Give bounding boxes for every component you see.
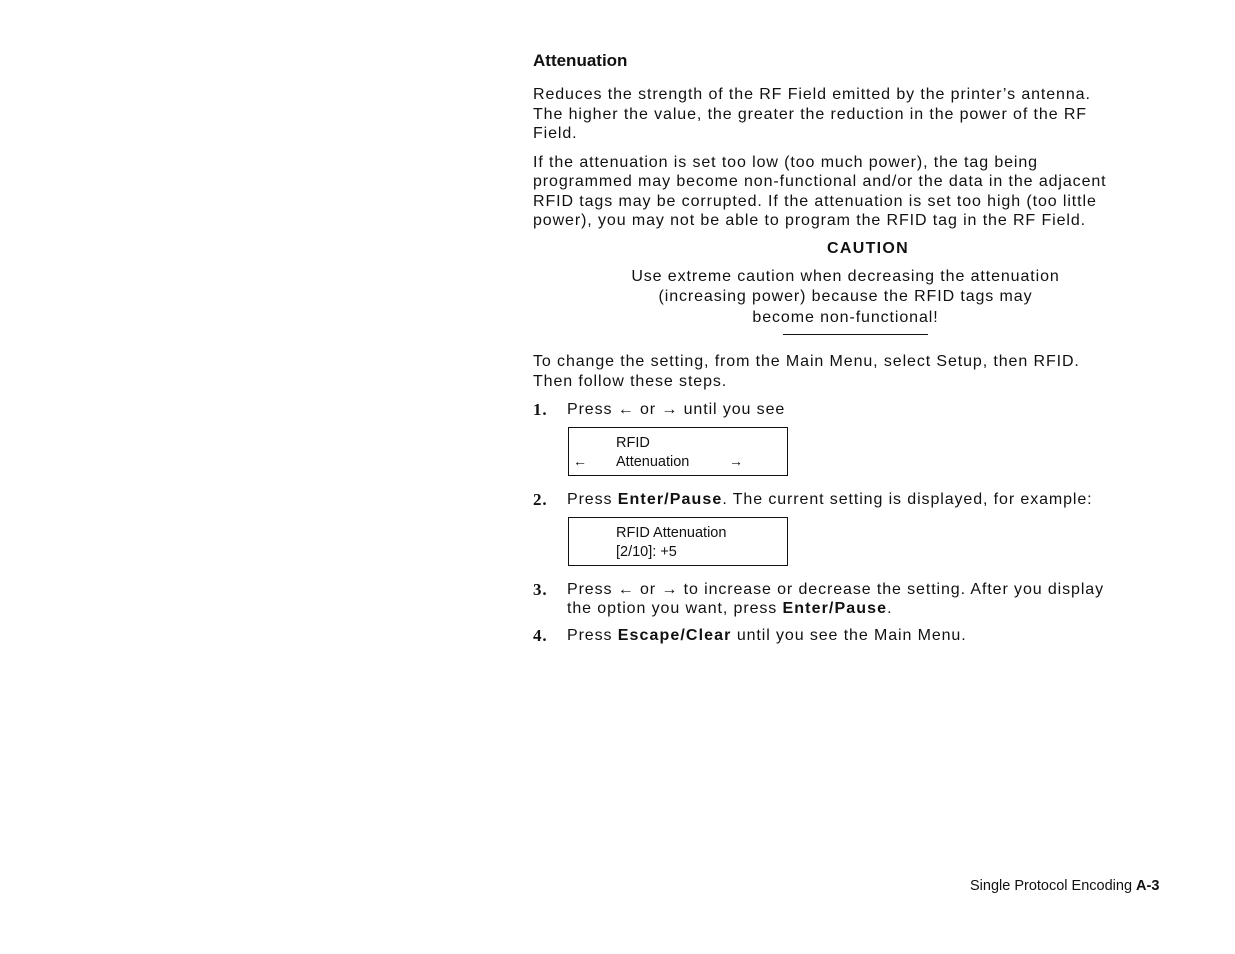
page-number: A-3 <box>1136 878 1160 894</box>
step-number: 2. <box>533 490 548 509</box>
step-1: 1. Press ← or → until you see RFID ← Attenuation → <box>533 400 1173 482</box>
paragraph-description: Reduces the strength of the RF Field emitted by the printer’s antenna. The higher the value, the greater the reduction in the power of the RF Field. <box>533 86 1091 142</box>
left-arrow-icon: ← <box>573 453 587 469</box>
section-heading: Attenuation <box>533 51 628 70</box>
page-footer <box>970 878 1159 894</box>
paragraph-instructions: To change the setting, from the Main Menu, select Setup, then RFID. Then follow these steps. <box>533 353 1080 390</box>
lcd-display-setting <box>568 517 788 566</box>
left-arrow-icon: ← <box>617 401 635 418</box>
steps-list <box>533 400 1173 645</box>
key-name: Enter/Pause <box>617 491 723 508</box>
lcd-line-2: Attenuation <box>616 454 690 470</box>
caution-divider <box>783 334 928 335</box>
right-arrow-icon: → <box>661 581 679 598</box>
right-arrow-icon: → <box>729 453 743 469</box>
step-2: 2. Press Enter/Pause. The current setting is displayed, for example: RFID Attenuation [2/10]: +5 <box>533 490 1173 572</box>
lcd-line-2: [2/10]: +5 <box>616 544 677 560</box>
caution-text: Use extreme caution when decreasing the attenuation (increasing power) because the RFID tags may become non-functional! <box>631 267 1060 326</box>
left-arrow-icon: ← <box>617 581 635 598</box>
step-4: 4. Press Escape/Clear until you see the Main Menu. <box>533 626 967 645</box>
step-3: 3. Press ← or → to increase or decrease the setting. After you display the option you want, press Enter/Pause. <box>533 580 1104 617</box>
lcd-line-1: RFID <box>616 435 650 451</box>
step-number: 1. <box>533 400 548 419</box>
right-arrow-icon: → <box>661 401 679 418</box>
lcd-line-1: RFID Attenuation <box>616 525 727 541</box>
step-number: 3. <box>533 580 548 599</box>
key-name: Enter/Pause <box>782 600 888 617</box>
key-name: Escape/Clear <box>617 627 732 644</box>
step-number: 4. <box>533 626 548 645</box>
main-column <box>533 50 1173 653</box>
footer-section: Single Protocol Encoding <box>970 878 1133 894</box>
lcd-display-menu <box>568 427 788 476</box>
caution-title: CAUTION <box>827 239 909 257</box>
paragraph-warning-info: If the attenuation is set too low (too much power), the tag being programmed may become non-functional and/or the data in the adjacent RFID tags may be corrupted. If the attenuation is set too high (too little power), you may not be able to program the RFID tag in the RF Field. <box>533 153 1107 229</box>
